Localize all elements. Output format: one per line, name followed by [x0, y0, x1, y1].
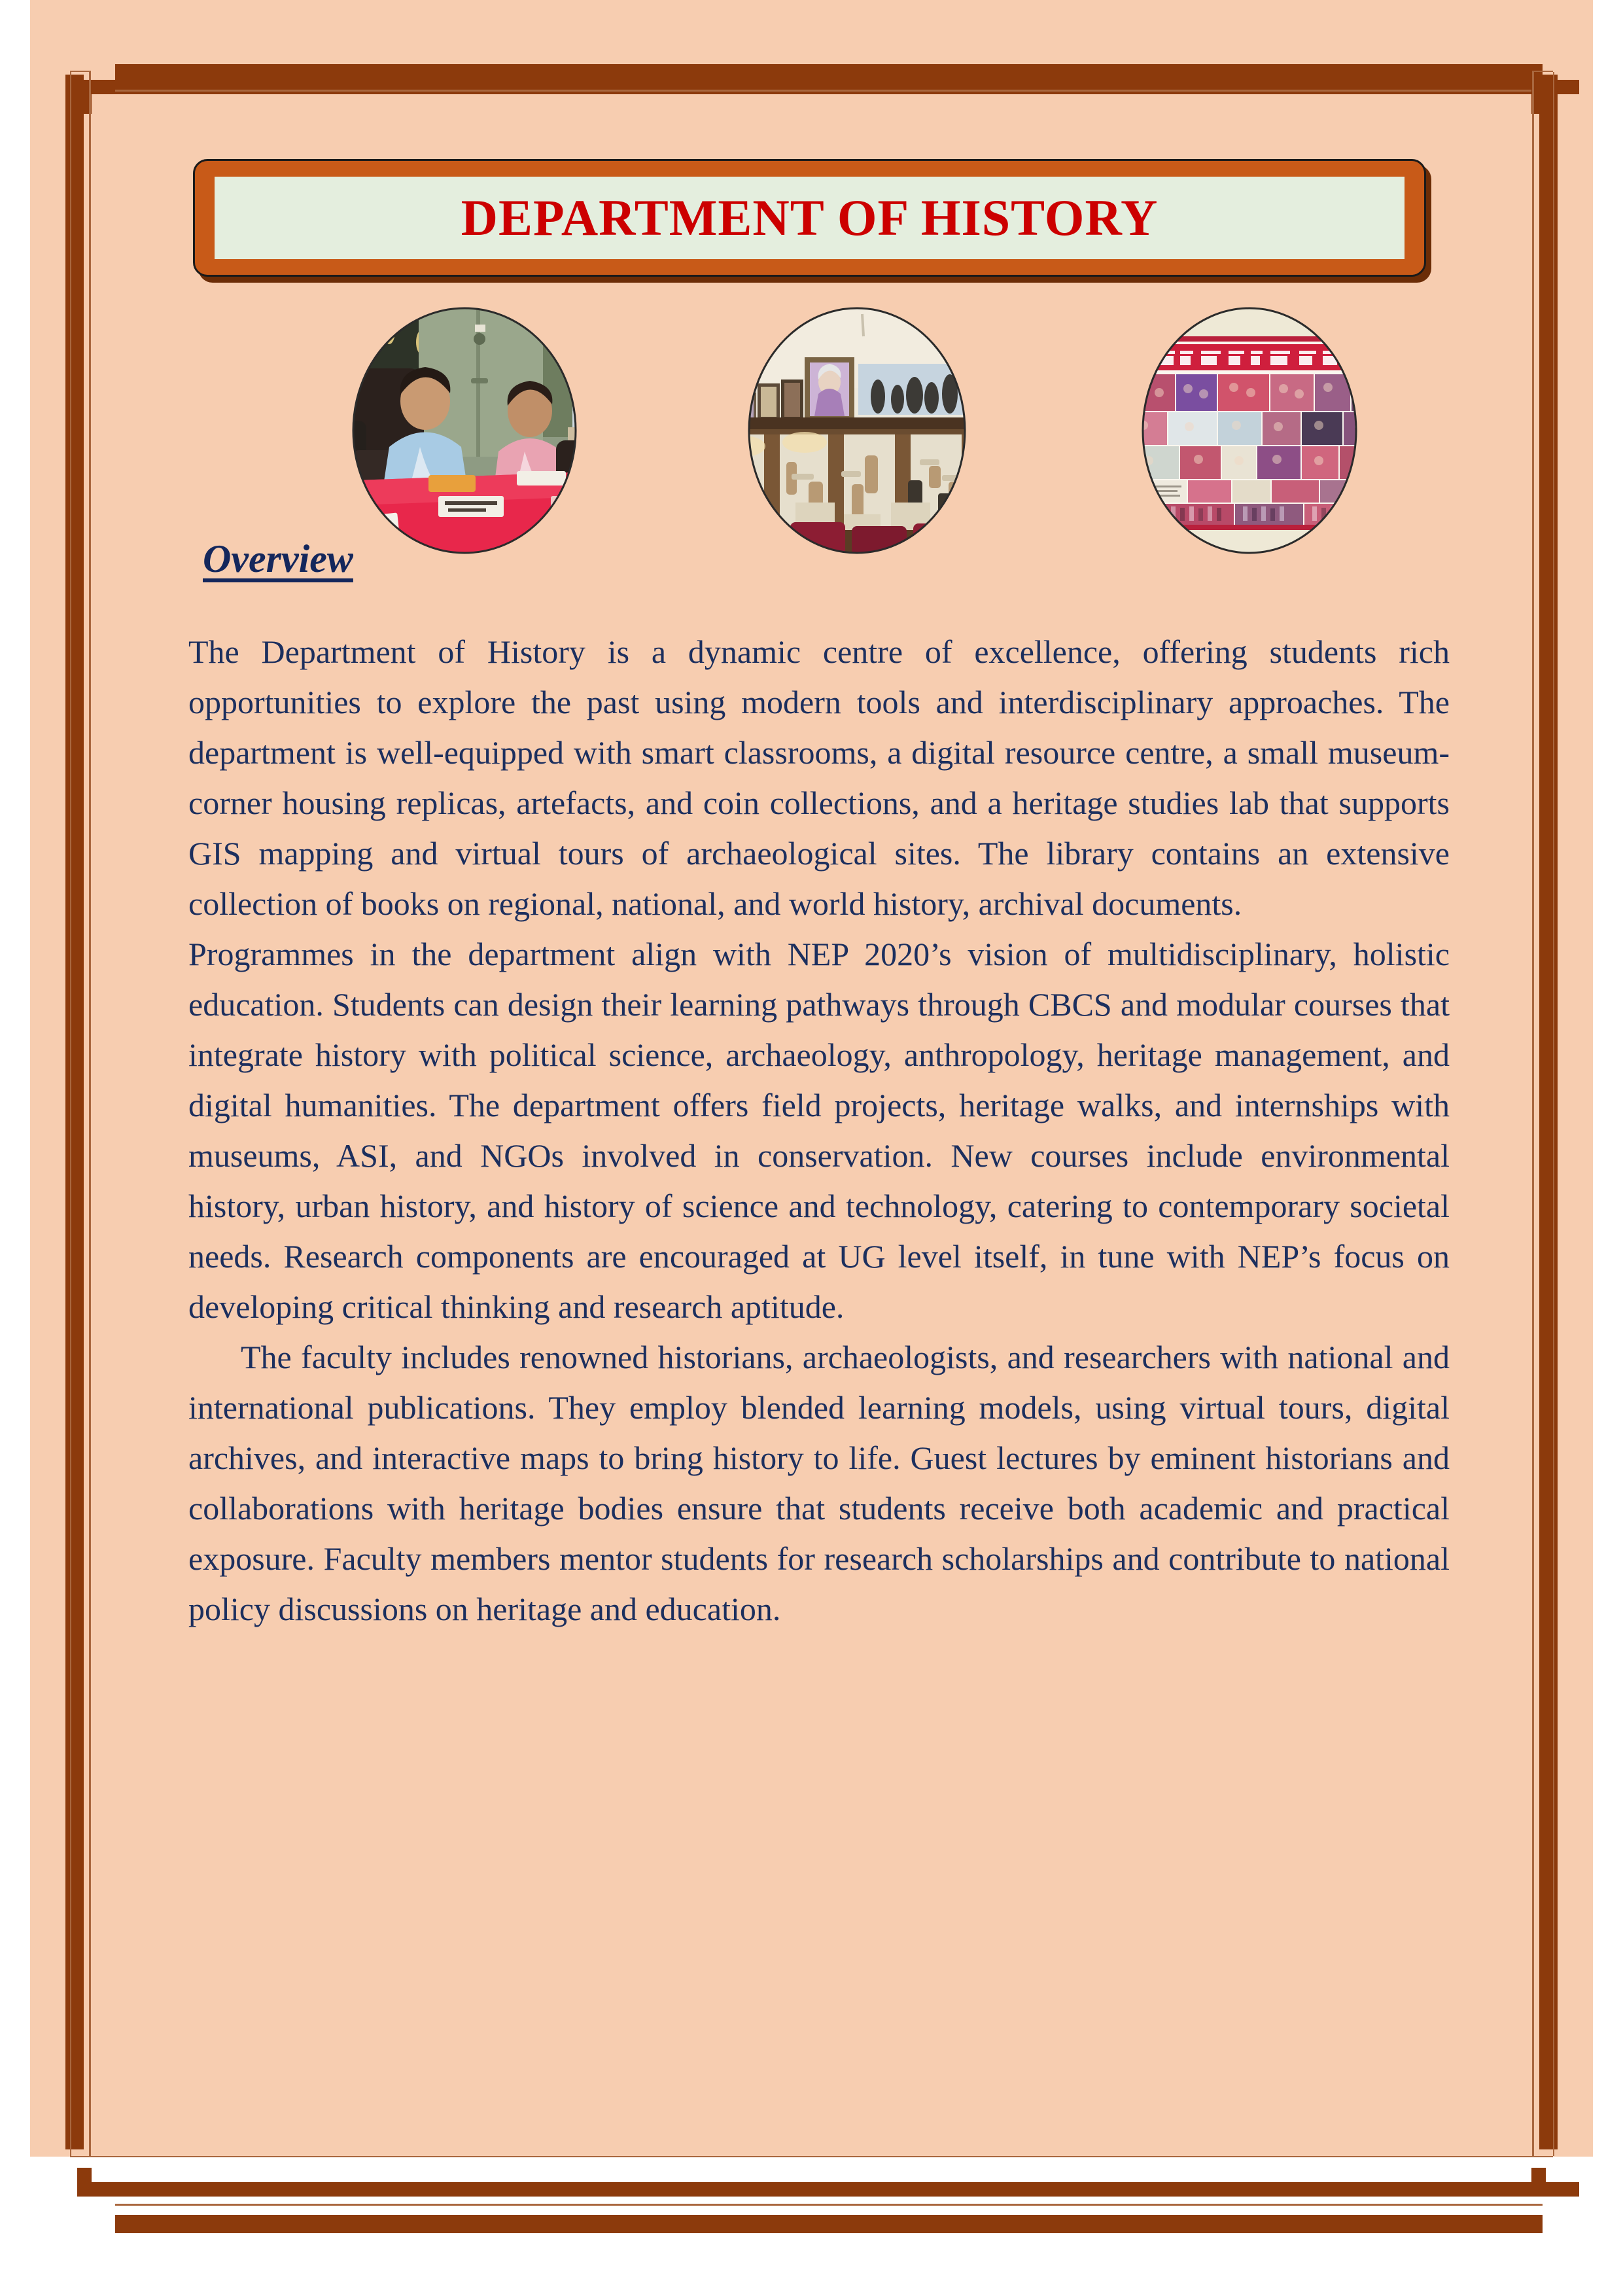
frame-bar-top-inner — [77, 80, 1579, 94]
frame-bar-bottom-inner — [77, 2182, 1579, 2197]
frame-bar-left-outer — [65, 75, 84, 2149]
frame-hairline-right — [1532, 71, 1534, 2157]
frame-hairline-corner-top-left — [70, 71, 91, 72]
photo-strip — [301, 306, 1413, 555]
title-banner — [193, 159, 1426, 277]
frame-stub-bottom-left-horizontal — [77, 2182, 115, 2197]
frame-hairline-bottom — [115, 2204, 1543, 2206]
frame-bar-right-outer — [1539, 75, 1558, 2149]
frame-bar-bottom-outer — [115, 2215, 1543, 2233]
overview-body — [188, 627, 1450, 1634]
frame-stub-bottom-right-horizontal — [1508, 2182, 1546, 2197]
overview-paragraph-1: The Department of History is a dynamic centre of excellence, offering students rich opportunities to explore the past using modern tools and interdisciplinary approaches. The department is well-equipped with smart classrooms, a digital resource centre, a small museum-corner housing replicas, artefacts, and coin collections, and a heritage studies lab that supports GIS mapping and virtual tours of archaeological sites. The library contains an extensive collection of books on regional, national, and world history, archival documents. — [188, 633, 1450, 922]
frame-hairline-left-outer — [70, 72, 71, 2156]
overview-heading: Overview — [203, 537, 353, 580]
frame-hairline-corner-bottom-right — [1532, 2156, 1553, 2157]
page-title: DEPARTMENT OF HISTORY — [461, 189, 1159, 246]
frame-hairline-corner-bottom-left — [70, 2156, 91, 2157]
overview-paragraph-2: Programmes in the department align with NEP 2020’s vision of multidisciplinary, holistic education. Students can design their learning pathways through CBCS and modular courses that integrate history with political science, archaeology, anthropology, heritage management, and digital humanities. The department offers field projects, heritage walks, and internships with museums, ASI, and NGOs involved in conservation. New courses include environmental history, urban history, and history of science and technology, catering to contemporary societal needs. Research components are encouraged at UG level itself, in tune with NEP’s focus on developing critical thinking and research aptitude. — [188, 936, 1450, 1325]
frame-hairline-right-outer — [1553, 72, 1554, 2156]
overview-paragraph-3: The faculty includes renowned historians, archaeologists, and researchers with national and international publications. They employ blended learning models, using virtual tours, digital archives, and interactive maps to bring history to life. Guest lectures by eminent historians and collaborations with heritage bodies ensure that students receive both academic and practical exposure. Faculty members mentor students for research scholarships and contribute to national policy discussions on heritage and education. — [188, 1339, 1450, 1627]
frame-hairline-top — [115, 90, 1543, 92]
frame-hairline-left — [89, 71, 91, 2157]
title-banner-inner — [215, 177, 1405, 259]
frame-hairline-bottom-elbow — [89, 2156, 1534, 2157]
frame-hairline-corner-top-right — [1532, 71, 1553, 72]
